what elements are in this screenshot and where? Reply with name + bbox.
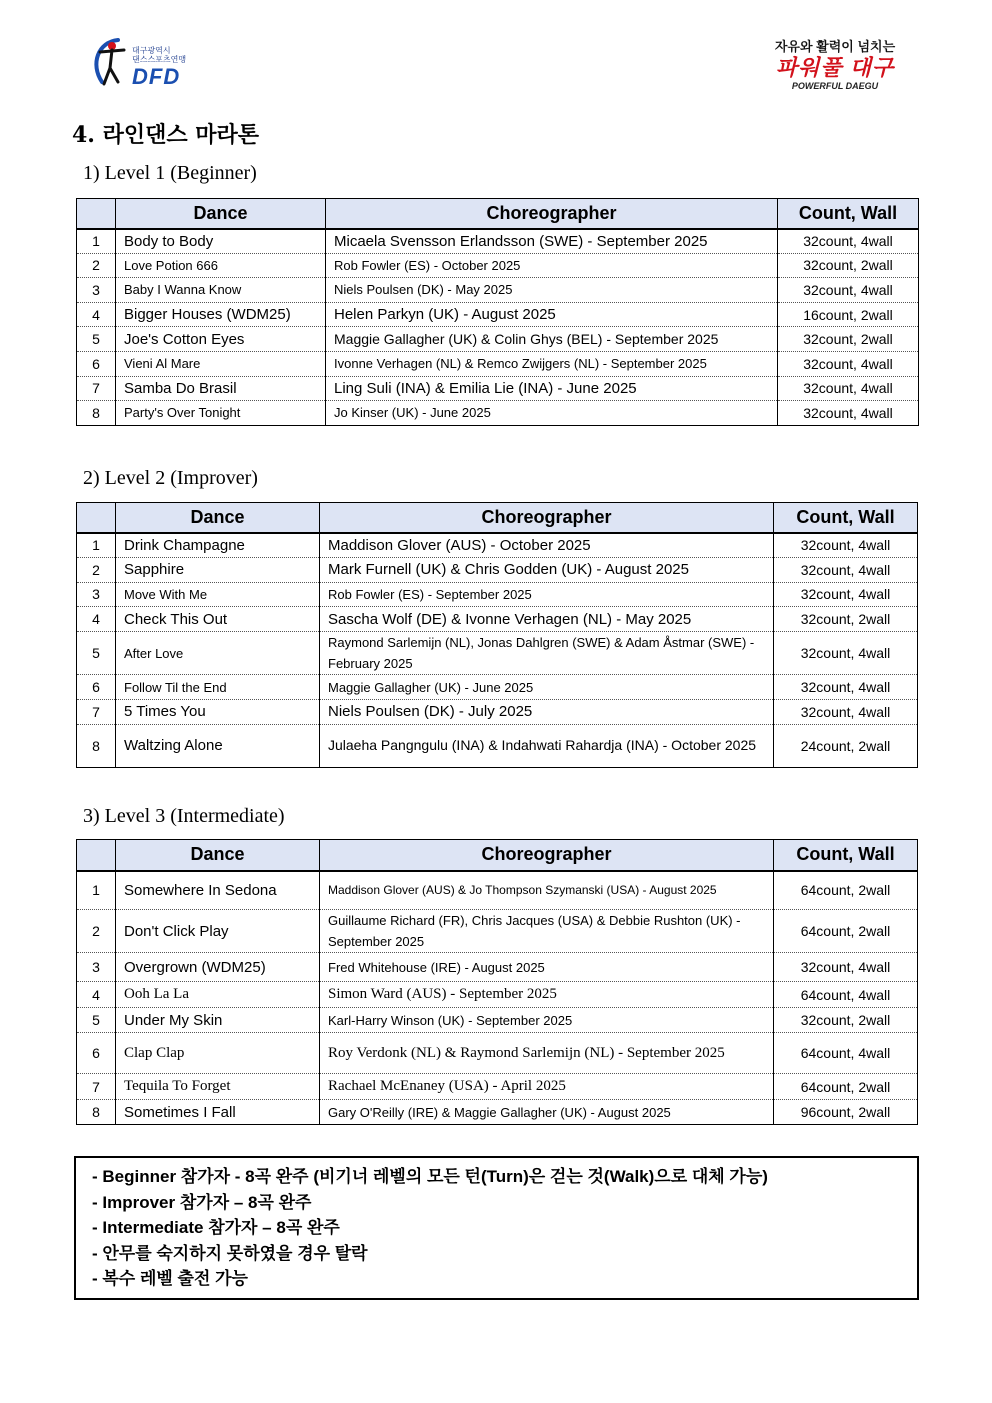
header-no	[77, 840, 116, 871]
dance-name: Drink Champagne	[116, 533, 320, 558]
count-wall: 32count, 4wall	[778, 278, 919, 303]
header-no	[77, 199, 116, 229]
row-number: 6	[77, 351, 116, 376]
count-wall: 16count, 2wall	[778, 302, 919, 327]
choreographer: Roy Verdonk (NL) & Raymond Sarlemijn (NL) - September 2025	[320, 1033, 774, 1074]
dance-name: Love Potion 666	[116, 253, 326, 278]
header-choreographer: Choreographer	[320, 840, 774, 871]
header-choreographer: Choreographer	[320, 503, 774, 533]
row-number: 5	[77, 327, 116, 352]
count-wall: 32count, 4wall	[778, 229, 919, 254]
count-wall: 32count, 2wall	[778, 327, 919, 352]
row-number: 4	[77, 607, 116, 632]
choreographer: Micaela Svensson Erlandsson (SWE) - September 2025	[326, 229, 778, 254]
table-row	[77, 1074, 918, 1100]
row-number: 1	[77, 871, 116, 910]
table-row	[77, 1008, 918, 1033]
count-wall: 24count, 2wall	[774, 724, 918, 767]
row-number: 2	[77, 910, 116, 953]
section-title: 4. 라인댄스 마라톤	[72, 122, 260, 148]
choreographer: Maggie Gallagher (UK) - June 2025	[320, 675, 774, 700]
choreographer: Ivonne Verhagen (NL) & Remco Zwijgers (NL) - September 2025	[326, 351, 778, 376]
header-no	[77, 503, 116, 533]
level-3-table	[76, 839, 918, 1125]
choreographer: Guillaume Richard (FR), Chris Jacques (USA) & Debbie Rushton (UK) - September 2025	[320, 910, 774, 953]
choreographer: Karl-Harry Winson (UK) - September 2025	[320, 1008, 774, 1033]
count-wall: 32count, 4wall	[774, 953, 918, 982]
dance-name: Overgrown (WDM25)	[116, 953, 320, 982]
header-dance: Dance	[116, 199, 326, 229]
choreographer: Maddison Glover (AUS) & Jo Thompson Szymanski (USA) - August 2025	[320, 871, 774, 910]
table-row	[77, 401, 919, 426]
level-2-title: 2) Level 2 (Improver)	[83, 467, 258, 489]
row-number: 5	[77, 632, 116, 675]
count-wall: 64count, 2wall	[774, 910, 918, 953]
row-number: 5	[77, 1008, 116, 1033]
row-number: 1	[77, 533, 116, 558]
dance-name: Vieni Al Mare	[116, 351, 326, 376]
choreographer: Rob Fowler (ES) - September 2025	[320, 582, 774, 607]
table-row	[77, 327, 919, 352]
row-number: 4	[77, 302, 116, 327]
row-number: 8	[77, 724, 116, 767]
dance-name: Body to Body	[116, 229, 326, 254]
dance-name: Party's Over Tonight	[116, 401, 326, 426]
count-wall: 32count, 4wall	[774, 699, 918, 724]
rule-elimination: - 안무를 숙지하지 못하였을 경우 탈락	[92, 1243, 368, 1263]
dance-name: Check This Out	[116, 607, 320, 632]
dance-name: Samba Do Brasil	[116, 376, 326, 401]
dance-name: 5 Times You	[116, 699, 320, 724]
dance-name: Don't Click Play	[116, 910, 320, 953]
count-wall: 64count, 2wall	[774, 871, 918, 910]
table-row	[77, 376, 919, 401]
row-number: 7	[77, 376, 116, 401]
choreographer: Julaeha Pangngulu (INA) & Indahwati Rahardja (INA) - October 2025	[320, 724, 774, 767]
choreographer: Niels Poulsen (DK) - July 2025	[320, 699, 774, 724]
row-number: 3	[77, 582, 116, 607]
row-number: 6	[77, 1033, 116, 1074]
table-row	[77, 1100, 918, 1125]
count-wall: 32count, 2wall	[778, 253, 919, 278]
table-row	[77, 351, 919, 376]
count-wall: 32count, 4wall	[774, 632, 918, 675]
choreographer: Raymond Sarlemijn (NL), Jonas Dahlgren (SWE) & Adam Åstmar (SWE) - February 2025	[320, 632, 774, 675]
brand-english: POWERFUL DAEGU	[791, 81, 879, 91]
table-row	[77, 675, 918, 700]
header-dance: Dance	[116, 503, 320, 533]
choreographer: Gary O'Reilly (IRE) & Maggie Gallagher (UK) - August 2025	[320, 1100, 774, 1125]
level-1-title: 1) Level 1 (Beginner)	[83, 162, 257, 184]
dance-name: Ooh La La	[116, 982, 320, 1008]
table-row	[77, 632, 918, 675]
dance-name: Move With Me	[116, 582, 320, 607]
level-1-table	[76, 198, 919, 426]
header-choreographer: Choreographer	[326, 199, 778, 229]
table-row	[77, 302, 919, 327]
row-number: 2	[77, 557, 116, 582]
count-wall: 32count, 4wall	[774, 533, 918, 558]
header-dance: Dance	[116, 840, 320, 871]
dancer-logo-icon	[88, 34, 132, 90]
row-number: 8	[77, 1100, 116, 1125]
level-3-title: 3) Level 3 (Intermediate)	[83, 805, 285, 827]
count-wall: 32count, 2wall	[774, 1008, 918, 1033]
choreographer: Niels Poulsen (DK) - May 2025	[326, 278, 778, 303]
table-row	[77, 253, 919, 278]
row-number: 3	[77, 953, 116, 982]
header-count-wall: Count, Wall	[778, 199, 919, 229]
choreographer: Jo Kinser (UK) - June 2025	[326, 401, 778, 426]
level-2-table	[76, 502, 918, 768]
rules-box	[74, 1156, 919, 1300]
table-header-row	[77, 199, 919, 229]
rule-intermediate: - Intermediate 참가자 – 8곡 완주	[92, 1218, 340, 1237]
choreographer: Rachael McEnaney (USA) - April 2025	[320, 1074, 774, 1100]
count-wall: 96count, 2wall	[774, 1100, 918, 1125]
dfd-wordmark: DFD	[132, 64, 181, 89]
choreographer: Maddison Glover (AUS) - October 2025	[320, 533, 774, 558]
row-number: 1	[77, 229, 116, 254]
dance-name: Baby I Wanna Know	[116, 278, 326, 303]
row-number: 6	[77, 675, 116, 700]
choreographer: Fred Whitehouse (IRE) - August 2025	[320, 953, 774, 982]
slogan: 자유와 활력이 넘치는	[774, 39, 896, 54]
dance-name: Clap Clap	[116, 1033, 320, 1074]
table-row	[77, 533, 918, 558]
powerful-daegu-logo	[760, 36, 910, 96]
rule-multiple-levels: - 복수 레벨 출전 가능	[92, 1269, 248, 1288]
dance-name: Bigger Houses (WDM25)	[116, 302, 326, 327]
table-row	[77, 1033, 918, 1074]
row-number: 7	[77, 1074, 116, 1100]
count-wall: 64count, 4wall	[774, 1033, 918, 1074]
choreographer: Mark Furnell (UK) & Chris Godden (UK) - August 2025	[320, 557, 774, 582]
row-number: 7	[77, 699, 116, 724]
choreographer: Maggie Gallagher (UK) & Colin Ghys (BEL) - September 2025	[326, 327, 778, 352]
table-row	[77, 871, 918, 910]
row-number: 4	[77, 982, 116, 1008]
table-row	[77, 607, 918, 632]
count-wall: 32count, 4wall	[778, 376, 919, 401]
row-number: 8	[77, 401, 116, 426]
dance-name: Under My Skin	[116, 1008, 320, 1033]
count-wall: 32count, 4wall	[778, 351, 919, 376]
count-wall: 32count, 4wall	[774, 675, 918, 700]
table-row	[77, 557, 918, 582]
rule-beginner: - Beginner 참가자 - 8곡 완주 (비기너 레벨의 모든 턴(Turn)은 걷는 것(Walk)으로 대체 가능)	[92, 1167, 768, 1186]
dance-name: After Love	[116, 632, 320, 675]
table-row	[77, 229, 919, 254]
count-wall: 32count, 4wall	[774, 557, 918, 582]
count-wall: 32count, 4wall	[774, 582, 918, 607]
brand-wordmark: 파워풀 대구	[775, 55, 895, 80]
count-wall: 64count, 4wall	[774, 982, 918, 1008]
dance-name: Sometimes I Fall	[116, 1100, 320, 1125]
header-count-wall: Count, Wall	[774, 840, 918, 871]
table-header-row	[77, 840, 918, 871]
count-wall: 64count, 2wall	[774, 1074, 918, 1100]
table-row	[77, 910, 918, 953]
choreographer: Ling Suli (INA) & Emilia Lie (INA) - June 2025	[326, 376, 778, 401]
row-number: 2	[77, 253, 116, 278]
choreographer: Helen Parkyn (UK) - August 2025	[326, 302, 778, 327]
dance-name: Joe's Cotton Eyes	[116, 327, 326, 352]
dance-name: Waltzing Alone	[116, 724, 320, 767]
table-header-row	[77, 503, 918, 533]
choreographer: Rob Fowler (ES) - October 2025	[326, 253, 778, 278]
table-row	[77, 982, 918, 1008]
row-number: 3	[77, 278, 116, 303]
org-name: 대구광역시 댄스스포츠연맹	[132, 46, 187, 64]
rule-improver: - Improver 참가자 – 8곡 완주	[92, 1192, 312, 1212]
dance-name: Follow Til the End	[116, 675, 320, 700]
header-count-wall: Count, Wall	[774, 503, 918, 533]
table-row	[77, 699, 918, 724]
table-row	[77, 582, 918, 607]
dance-name: Tequila To Forget	[116, 1074, 320, 1100]
table-row	[77, 724, 918, 767]
table-row	[77, 953, 918, 982]
table-row	[77, 278, 919, 303]
dance-name: Somewhere In Sedona	[116, 871, 320, 910]
dfd-logo	[88, 34, 228, 90]
count-wall: 32count, 4wall	[778, 401, 919, 426]
dance-name: Sapphire	[116, 557, 320, 582]
choreographer: Simon Ward (AUS) - September 2025	[320, 982, 774, 1008]
count-wall: 32count, 2wall	[774, 607, 918, 632]
choreographer: Sascha Wolf (DE) & Ivonne Verhagen (NL) - May 2025	[320, 607, 774, 632]
